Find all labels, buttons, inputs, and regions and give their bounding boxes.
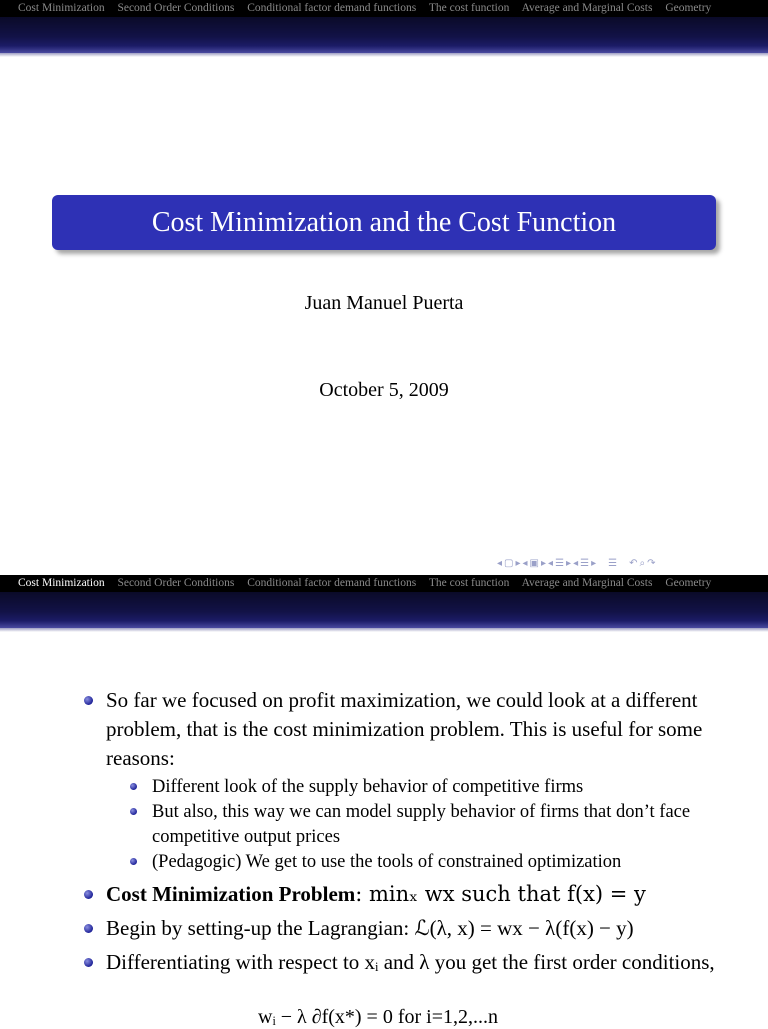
nav-link-cost-function[interactable]: The cost function <box>428 577 510 589</box>
nav-link-geometry[interactable]: Geometry <box>665 577 712 589</box>
nav-link-second-order[interactable]: Second Order Conditions <box>117 2 235 14</box>
sub-bullet-text: But also, this way we can model supply behavior of firms that don’t face competitive output prices <box>152 802 691 847</box>
nav-link-cost-minimization[interactable]: Cost Minimization <box>18 577 105 589</box>
sub-bullet-list <box>130 775 724 875</box>
next-arrow-icon[interactable]: ▸ <box>591 557 597 569</box>
nav-link-cost-minimization[interactable]: Cost Minimization <box>18 2 105 14</box>
slide-title: Cost Minimization and the Cost Function <box>52 195 716 250</box>
prev-arrow-icon[interactable]: ◂ <box>522 557 528 569</box>
sub-bullet-item <box>130 850 724 875</box>
bullet-icon <box>84 696 93 705</box>
sub-bullet-item <box>130 775 724 800</box>
next-arrow-icon[interactable]: ▸ <box>566 557 572 569</box>
nav-link-second-order[interactable]: Second Order Conditions <box>117 577 235 589</box>
author: Juan Manuel Puerta <box>304 292 464 314</box>
bullet-text: Begin by setting-up the Lagrangian: ℒ(λ, x) = wx − λ(f(x) − y) <box>106 916 634 940</box>
section-icon[interactable]: ☰ <box>555 557 565 569</box>
prev-arrow-icon[interactable]: ◂ <box>548 557 554 569</box>
bullet-bold-text: Cost Minimization Problem <box>106 882 356 906</box>
subsection-icon[interactable]: ▣ <box>529 557 539 569</box>
nav-link-conditional-demand[interactable]: Conditional factor demand functions <box>247 577 417 589</box>
nav-link-average-marginal[interactable]: Average and Marginal Costs <box>521 577 653 589</box>
date: October 5, 2009 <box>319 379 449 401</box>
bullet-icon <box>84 890 93 899</box>
bullet-item <box>84 880 724 909</box>
bullet-icon <box>130 783 137 790</box>
next-arrow-icon[interactable]: ▸ <box>541 557 547 569</box>
bullet-icon <box>130 808 137 815</box>
bullet-icon <box>130 858 137 865</box>
bullet-icon <box>84 924 93 933</box>
bullet-icon <box>84 958 93 967</box>
undo-icon[interactable]: ↶ <box>629 557 638 569</box>
sub-bullet-text: Different look of the supply behavior of competitive firms <box>152 777 584 797</box>
slide2-nav-bar <box>0 575 768 592</box>
toc-icon[interactable]: ☰ <box>608 557 618 569</box>
sub-bullet-text: (Pedagogic) We get to use the tools of constrained optimization <box>152 852 622 872</box>
sub-bullet-item <box>130 800 724 850</box>
prev-arrow-icon[interactable]: ◂ <box>497 557 503 569</box>
redo-icon[interactable]: ↷ <box>647 557 656 569</box>
first-order-condition-equation: wᵢ − λ ∂f(x*) = 0 for i=1,2,...n <box>258 1006 498 1028</box>
beamer-navigation-symbols[interactable] <box>497 556 767 570</box>
nav-link-geometry[interactable]: Geometry <box>665 2 712 14</box>
bullet-item <box>84 914 724 943</box>
search-icon[interactable]: ⌕ <box>639 557 646 569</box>
section-icon[interactable]: ☰ <box>580 557 590 569</box>
bullet-list <box>84 686 724 982</box>
next-arrow-icon[interactable]: ▸ <box>515 557 521 569</box>
bullet-math-text: : minₓ wx such that f(x) = y <box>355 882 646 906</box>
prev-arrow-icon[interactable]: ◂ <box>573 557 579 569</box>
slide2-header-band <box>0 592 768 628</box>
slide1-nav-bar <box>0 0 768 17</box>
nav-link-cost-function[interactable]: The cost function <box>428 2 510 14</box>
nav-link-average-marginal[interactable]: Average and Marginal Costs <box>521 2 653 14</box>
bullet-text: Differentiating with respect to xᵢ and λ you get the first order conditions, <box>106 950 715 974</box>
bullet-text: So far we focused on profit maximization, we could look at a different problem, that is the cost minimization problem. This is useful for some reasons: <box>106 688 703 770</box>
frame-icon[interactable]: ▢ <box>504 557 514 569</box>
slide1-header-band <box>0 17 768 53</box>
bullet-item <box>84 948 724 977</box>
bullet-item <box>84 686 724 875</box>
nav-link-conditional-demand[interactable]: Conditional factor demand functions <box>247 2 417 14</box>
